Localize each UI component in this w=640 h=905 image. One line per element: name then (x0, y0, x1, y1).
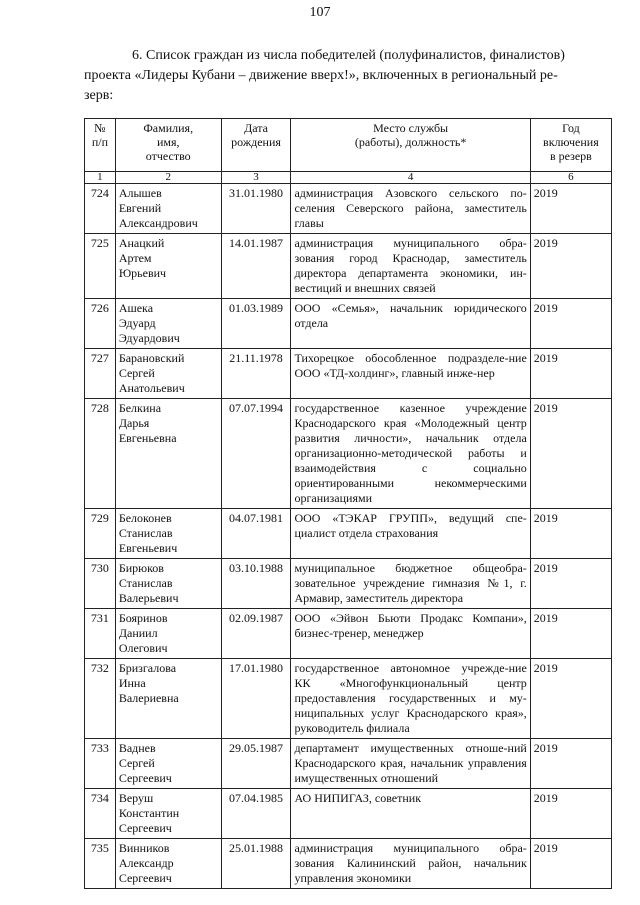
column-header-4 (291, 119, 530, 172)
person-name-line: Инна (118, 676, 146, 690)
person-name-line: Эдуардович (118, 331, 180, 345)
row-number: 726 (85, 299, 116, 349)
row-number: 727 (85, 349, 116, 399)
birth-date: 07.04.1985 (221, 789, 291, 839)
table-row (85, 349, 612, 399)
table-row (85, 739, 612, 789)
person-name-line: Валерьевич (118, 591, 179, 605)
person-name (115, 184, 221, 234)
section-heading (84, 46, 612, 106)
workplace-position: ООО «Семья», начальник юридического отдела (291, 299, 530, 349)
table-row (85, 839, 612, 889)
table-row (85, 789, 612, 839)
reserve-year: 2019 (530, 739, 611, 789)
reserve-year: 2019 (530, 299, 611, 349)
person-name-line: Евгеньевна (118, 431, 177, 445)
heading-line-3: зерв: (84, 88, 114, 103)
person-name-line: Белоконев (118, 511, 172, 525)
person-name-line: Белкина (118, 401, 162, 415)
birth-date: 03.10.1988 (221, 559, 291, 609)
birth-date: 02.09.1987 (221, 609, 291, 659)
person-name (115, 559, 221, 609)
column-index-row (85, 172, 612, 184)
birth-date: 01.03.1989 (221, 299, 291, 349)
person-name (115, 234, 221, 299)
reserve-year: 2019 (530, 659, 611, 739)
column-header-line: Дата (244, 121, 268, 135)
person-name (115, 609, 221, 659)
workplace-position: ООО «ТЭКАР ГРУПП», ведущий спе-циалист отдела страхования (291, 509, 530, 559)
person-name-line: Сергеевич (118, 771, 172, 785)
birth-date: 04.07.1981 (221, 509, 291, 559)
person-name-line: Бояринов (118, 611, 168, 625)
table-header-row (85, 119, 612, 172)
person-name (115, 509, 221, 559)
person-name-line: Александрович (118, 216, 198, 230)
column-index-cell: 6 (530, 172, 611, 184)
birth-date: 21.11.1978 (221, 349, 291, 399)
person-name-line: Сергей (118, 366, 155, 380)
person-name-line: Анацкий (118, 236, 165, 250)
person-name-line: Анатольевич (118, 381, 185, 395)
column-header-line: Год (562, 121, 580, 135)
birth-date: 31.01.1980 (221, 184, 291, 234)
workplace-position: администрация муниципального обра-зования Калининский район, начальник управления экономики (291, 839, 530, 889)
workplace-position: ООО «Эйвон Бьюти Продакс Компани», бизнес-тренер, менеджер (291, 609, 530, 659)
page-number: 107 (309, 5, 331, 20)
row-number: 729 (85, 509, 116, 559)
person-name-line: Эдуард (118, 316, 156, 330)
table-row (85, 559, 612, 609)
reserve-year: 2019 (530, 184, 611, 234)
column-header-line: отчество (145, 149, 191, 163)
reserve-table (84, 118, 612, 889)
workplace-position: государственное казенное учреждение Краснодарского края «Молодежный центр развития личности», начальник отдела организационно-методической работы и взаимодействия с социально ориентированными некоммерческими организациями (291, 399, 530, 509)
person-name-line: Валериевна (118, 691, 179, 705)
workplace-position: администрация Азовского сельского по-селения Северского района, заместитель главы (291, 184, 530, 234)
reserve-year: 2019 (530, 839, 611, 889)
person-name-line: Евгений (118, 201, 162, 215)
reserve-year: 2019 (530, 609, 611, 659)
birth-date: 25.01.1988 (221, 839, 291, 889)
workplace-position: департамент имущественных отноше-ний Краснодарского края, начальник управления имущественных отношений (291, 739, 530, 789)
column-header-line: в резерв (549, 149, 592, 163)
heading-line-1: 6. Список граждан из числа победителей (полуфиналистов, финалистов) (132, 48, 565, 63)
person-name-line: Александр (118, 856, 174, 870)
column-header-line: Фамилия, (143, 121, 194, 135)
person-name-line: Юрьевич (118, 266, 167, 280)
person-name-line: Алышев (118, 186, 162, 200)
row-number: 732 (85, 659, 116, 739)
column-index-cell: 1 (85, 172, 116, 184)
reserve-year: 2019 (530, 399, 611, 509)
column-header-line: рождения (231, 135, 281, 149)
reserve-year: 2019 (530, 789, 611, 839)
row-number: 735 (85, 839, 116, 889)
person-name-line: Бризгалова (118, 661, 177, 675)
workplace-position: Тихорецкое обособленное подразделе-ние ООО «ТД-холдинг», главный инже-нер (291, 349, 530, 399)
birth-date: 29.05.1987 (221, 739, 291, 789)
row-number: 728 (85, 399, 116, 509)
birth-date: 07.07.1994 (221, 399, 291, 509)
reserve-year: 2019 (530, 234, 611, 299)
column-header-line: п/п (91, 135, 108, 149)
row-number: 731 (85, 609, 116, 659)
person-name-line: Ашека (118, 301, 154, 315)
birth-date: 17.01.1980 (221, 659, 291, 739)
table-row (85, 509, 612, 559)
table-row (85, 234, 612, 299)
person-name-line: Винников (118, 841, 170, 855)
person-name-line: Сергеевич (118, 871, 172, 885)
row-number: 725 (85, 234, 116, 299)
workplace-position: муниципальное бюджетное общеобра-зовательное учреждение гимназия №1, г. Армавир, заместитель директора (291, 559, 530, 609)
person-name-line: Константин (118, 806, 180, 820)
person-name-line: Даниил (118, 626, 158, 640)
column-header-1 (85, 119, 116, 172)
column-index-cell: 4 (291, 172, 530, 184)
row-number: 734 (85, 789, 116, 839)
person-name-line: Веруш (118, 791, 154, 805)
table-row (85, 659, 612, 739)
person-name-line: Ваднев (118, 741, 156, 755)
column-header-line: включения (543, 135, 599, 149)
person-name-line: Евгеньевич (118, 541, 178, 555)
person-name (115, 839, 221, 889)
column-index-cell: 2 (115, 172, 221, 184)
person-name (115, 399, 221, 509)
workplace-position: государственное автономное учрежде-ние КК «Многофункциональный центр предоставления государственных и му-ниципальных услуг Краснодарского края», руководитель филиала (291, 659, 530, 739)
person-name-line: Станислав (118, 576, 173, 590)
table-row (85, 184, 612, 234)
table-body (85, 184, 612, 889)
workplace-position: АО НИПИГАЗ, советник (291, 789, 530, 839)
person-name-line: Сергей (118, 756, 155, 770)
column-header-line: Место службы (373, 121, 449, 135)
person-name (115, 299, 221, 349)
table-row (85, 609, 612, 659)
person-name (115, 789, 221, 839)
reserve-year: 2019 (530, 349, 611, 399)
column-index-cell: 3 (221, 172, 291, 184)
column-header-2 (115, 119, 221, 172)
person-name-line: Барановский (118, 351, 185, 365)
person-name-line: Бирюков (118, 561, 164, 575)
person-name (115, 739, 221, 789)
person-name-line: Артем (118, 251, 152, 265)
column-header-5 (530, 119, 611, 172)
row-number: 724 (85, 184, 116, 234)
reserve-year: 2019 (530, 559, 611, 609)
reserve-year: 2019 (530, 509, 611, 559)
person-name-line: Станислав (118, 526, 173, 540)
person-name-line: Олегович (118, 641, 168, 655)
person-name (115, 349, 221, 399)
birth-date: 14.01.1987 (221, 234, 291, 299)
heading-line-2: проекта «Лидеры Кубани – движение вверх!», включенных в региональный ре- (84, 68, 558, 83)
column-header-line: (работы), должность* (354, 135, 467, 149)
column-header-line: имя, (156, 135, 180, 149)
row-number: 730 (85, 559, 116, 609)
table-row (85, 399, 612, 509)
column-header-line: № (94, 121, 106, 135)
person-name (115, 659, 221, 739)
column-header-3 (221, 119, 291, 172)
workplace-position: администрация муниципального обра-зования город Краснодар, заместитель директора департамента экономики, ин-вестиций и внешних связей (291, 234, 530, 299)
row-number: 733 (85, 739, 116, 789)
table-row (85, 299, 612, 349)
person-name-line: Сергеевич (118, 821, 172, 835)
person-name-line: Дарья (118, 416, 150, 430)
